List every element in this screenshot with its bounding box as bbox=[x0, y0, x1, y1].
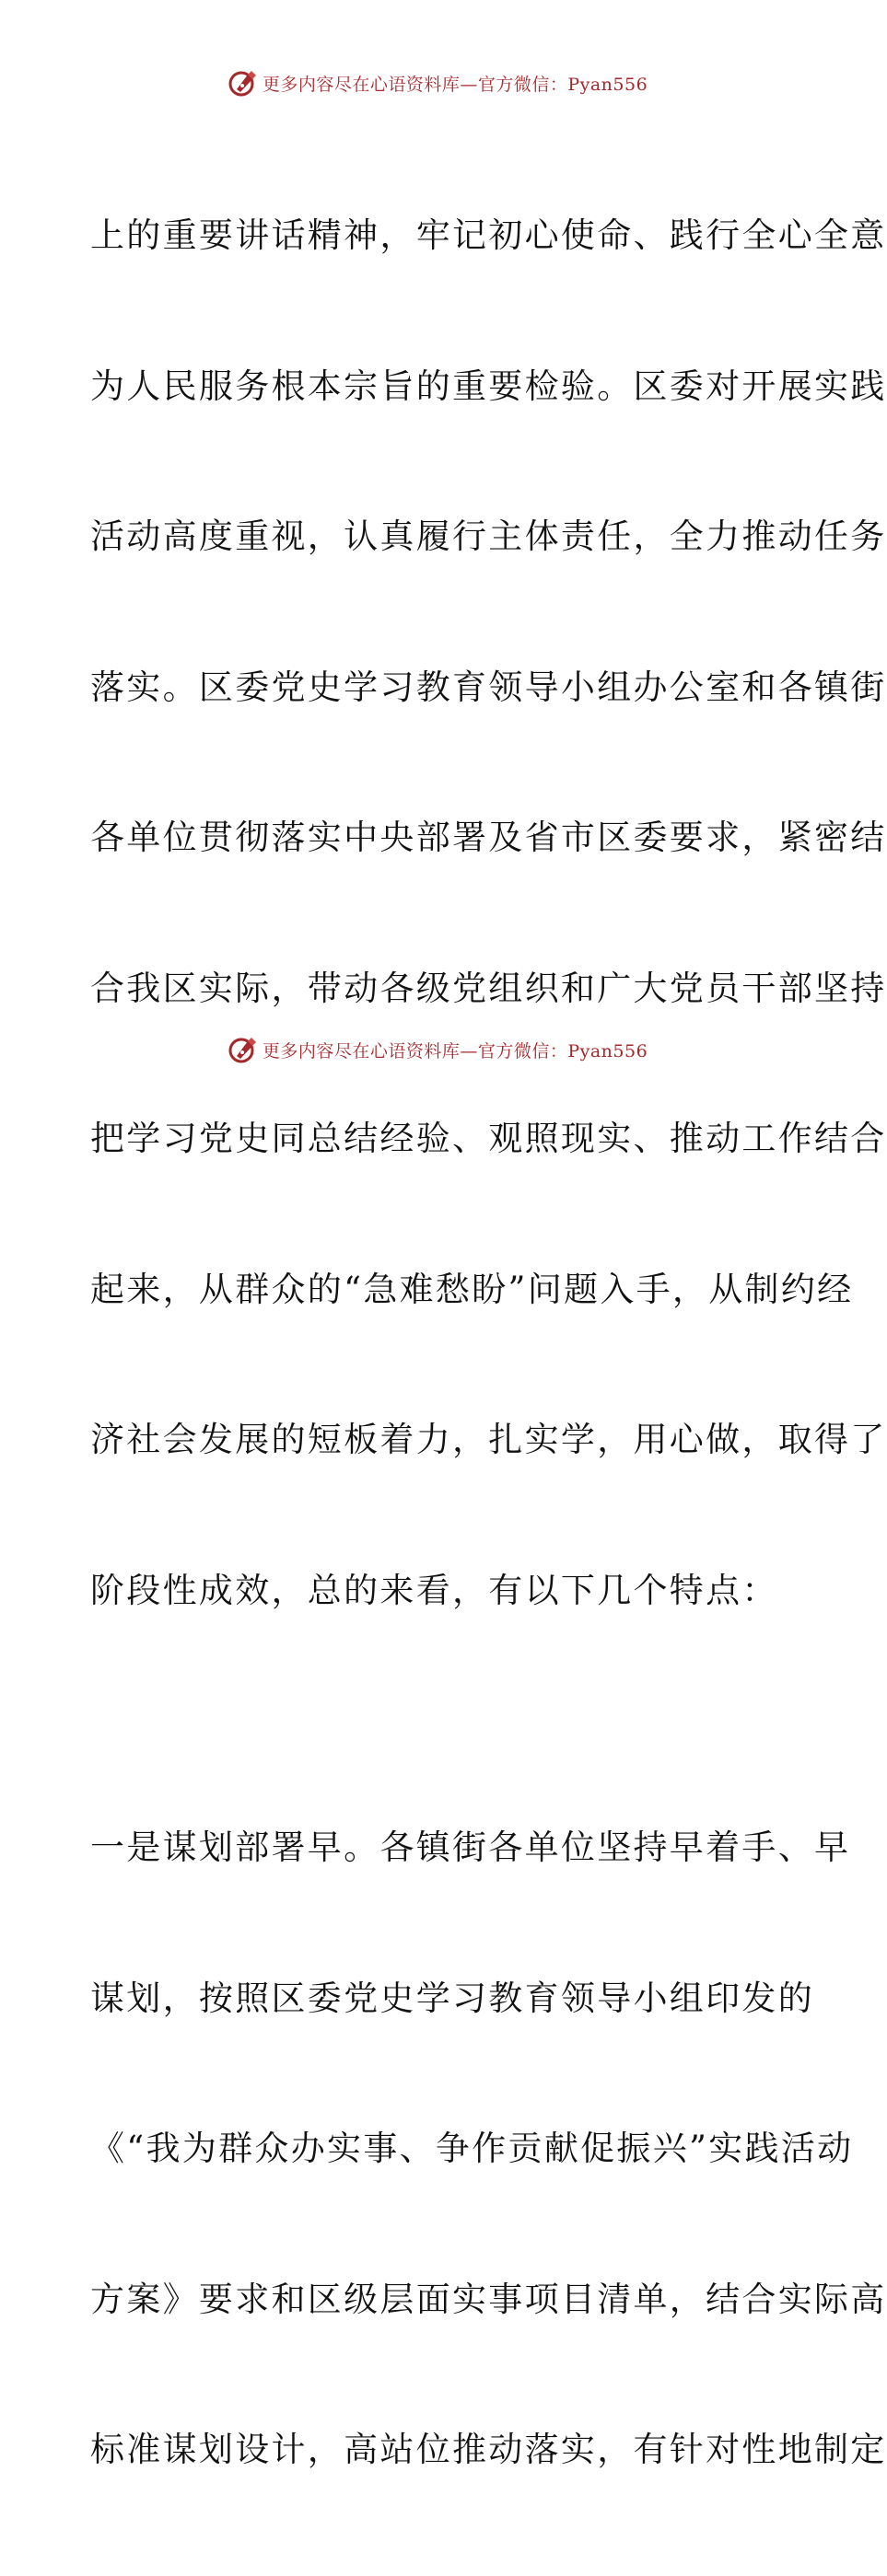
header-watermark bbox=[0, 64, 875, 101]
text-line: 谋划，按照区委党史学习教育领导小组印发的 bbox=[90, 1978, 814, 2018]
document-body bbox=[90, 110, 887, 2576]
text-line: 济社会发展的短板着力，扎实学，用心做，取得了 bbox=[90, 1420, 887, 1459]
pen-nib-logo-icon bbox=[228, 1034, 259, 1065]
text-line: 阶段性成效，总的来看，有以下几个特点： bbox=[90, 1570, 778, 1610]
watermark-brand: 更多内容尽在心语资料库 bbox=[262, 1040, 461, 1062]
text-line: 《“我为群众办实事、争作贡献促振兴”实践活动 bbox=[90, 2129, 854, 2168]
text-line: 为人民服务根本宗旨的重要检验。区委对开展实践 bbox=[90, 366, 887, 406]
watermark-separator: — bbox=[460, 1040, 478, 1062]
paragraph-2 bbox=[90, 1723, 887, 2576]
footer-watermark bbox=[0, 1031, 875, 1068]
pen-nib-logo-icon bbox=[228, 67, 259, 99]
text-line: 标准谋划设计，高站位推动落实，有针对性地制定 bbox=[90, 2430, 887, 2469]
watermark-brand: 更多内容尽在心语资料库 bbox=[262, 74, 461, 95]
watermark-text bbox=[263, 1038, 648, 1062]
watermark-text bbox=[263, 71, 648, 96]
watermark-wechat: 官方微信：Pyan556 bbox=[477, 1040, 648, 1062]
watermark-wechat: 官方微信：Pyan556 bbox=[477, 74, 648, 95]
text-line: 落实。区委党史学习教育领导小组办公室和各镇街 bbox=[90, 667, 887, 707]
text-line: 把学习党史同总结经验、观照现实、推动工作结合 bbox=[90, 1119, 887, 1158]
text-line: 活动高度重视，认真履行主体责任，全力推动任务 bbox=[90, 516, 887, 556]
text-line: 方案》要求和区级层面实事项目清单，结合实际高 bbox=[90, 2279, 887, 2319]
text-line: 起来，从群众的“急难愁盼”问题入手，从制约经 bbox=[90, 1269, 854, 1309]
text-line: 各单位贯彻落实中央部署及省市区委要求，紧密结 bbox=[90, 818, 887, 857]
paragraph-1 bbox=[90, 110, 887, 1716]
text-line: 合我区实际，带动各级党组织和广大党员干部坚持 bbox=[90, 968, 887, 1008]
text-line: 一是谋划部署早。各镇街各单位坚持早着手、早 bbox=[90, 1828, 851, 1867]
watermark-separator: — bbox=[460, 74, 478, 95]
text-line: 上的重要讲话精神，牢记初心使命、践行全心全意 bbox=[90, 215, 887, 255]
